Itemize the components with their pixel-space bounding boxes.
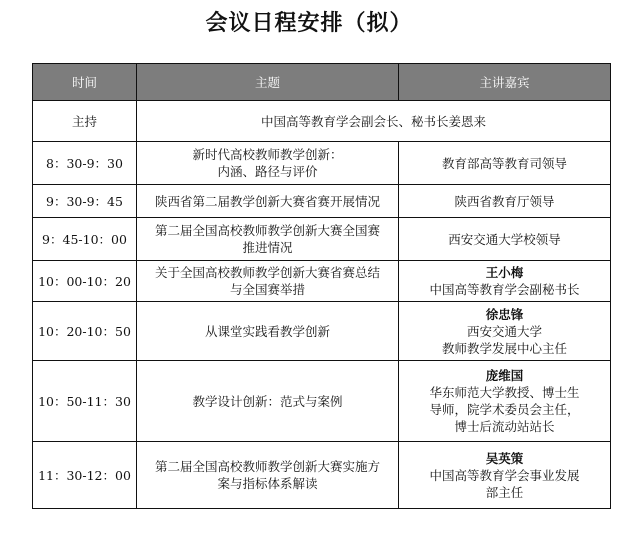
row-speaker: [399, 302, 611, 361]
row-topic: 从课堂实践看教学创新: [137, 302, 399, 361]
speaker-title: 教育部高等教育司领导: [441, 155, 567, 171]
table-row: [33, 302, 611, 361]
speaker-title: 中国高等教育学会副秘书长: [429, 282, 580, 297]
row-topic: 第二届全国高校教师教学创新大赛实施方 案与指标体系解读: [137, 442, 399, 509]
host-row: [33, 101, 611, 142]
row-topic: 新时代高校教师教学创新： 内涵、路径与评价: [137, 142, 399, 185]
row-time: 10：00-10：20: [33, 261, 137, 302]
row-time: 10：20-10：50: [33, 302, 137, 361]
speaker-title: 中国高等教育学会事业发展 部主任: [429, 467, 580, 500]
header-topic: 主题: [137, 64, 399, 101]
host-label: 主持: [33, 101, 137, 142]
speaker-name: 吴英策: [485, 450, 524, 466]
row-topic: 第二届全国高校教师教学创新大赛全国赛 推进情况: [137, 218, 399, 261]
schedule-table: [32, 63, 611, 509]
row-time: 11：30-12：00: [33, 442, 137, 509]
table-row: [33, 442, 611, 509]
row-time: 9：45-10：00: [33, 218, 137, 261]
speaker-name: 徐忠锋: [485, 306, 524, 322]
row-speaker: [399, 442, 611, 509]
row-topic: 陕西省第二届教学创新大赛省赛开展情况: [137, 185, 399, 218]
table-row: [33, 218, 611, 261]
speaker-name: 庞维国: [485, 368, 524, 383]
speaker-title: 西安交通大学校领导: [448, 231, 561, 247]
row-time: 8：30-9：30: [33, 142, 137, 185]
speaker-title: 华东师范大学教授、博士生 导师，院学术委员会主任， 博士后流动站站长: [429, 385, 580, 434]
table-row: [33, 185, 611, 218]
table-row: [33, 142, 611, 185]
page-title: 会议日程安排（拟）: [205, 11, 413, 36]
row-topic: 教学设计创新：范式与案例: [137, 361, 399, 442]
header-speaker: 主讲嘉宾: [399, 64, 611, 101]
host-value: 中国高等教育学会副会长、秘书长姜恩来: [137, 101, 611, 142]
row-speaker: [399, 185, 611, 218]
row-time: 10：50-11：30: [33, 361, 137, 442]
speaker-title: 陕西省教育厅领导: [454, 193, 555, 209]
header-row: [33, 64, 611, 101]
row-speaker: [399, 361, 611, 442]
row-time: 9：30-9：45: [33, 185, 137, 218]
row-speaker: [399, 142, 611, 185]
table-row: [33, 261, 611, 302]
speaker-title: 西安交通大学 教师教学发展中心主任: [441, 323, 567, 356]
row-topic: 关于全国高校教师教学创新大赛省赛总结 与全国赛举措: [137, 261, 399, 302]
table-row: [33, 361, 611, 442]
row-speaker: [399, 261, 611, 302]
speaker-name: 王小梅: [485, 265, 524, 280]
row-speaker: [399, 218, 611, 261]
header-time: 时间: [33, 64, 137, 101]
